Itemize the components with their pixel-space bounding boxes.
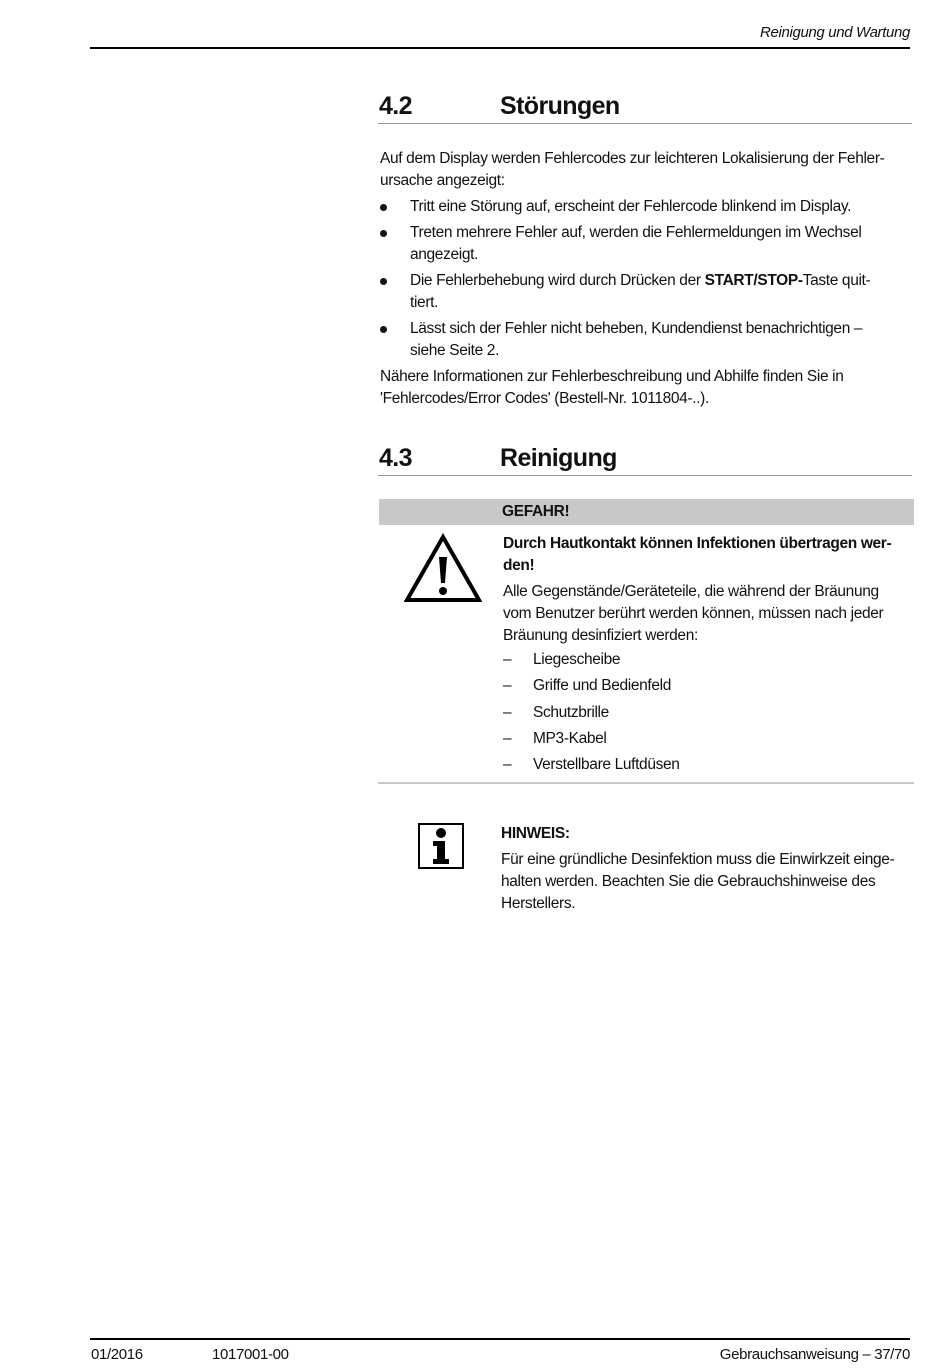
item-text: Liegescheibe [533,651,621,668]
danger-banner [379,499,914,525]
danger-heading [503,533,891,577]
list-text [410,270,870,314]
text-line: siehe Seite 2. [410,342,500,359]
text-line: 'Fehlercodes/Error Codes' (Bestell-Nr. 1011804-..). [380,390,709,407]
list-text [410,318,862,362]
text-line: Herstellers. [501,895,576,912]
section-title: Störungen [500,92,620,120]
text: Die Fehlerbehebung wird durch Drücken der [410,272,705,289]
bullet-icon [380,204,387,211]
text-line [410,270,870,292]
danger-label: GEFAHR! [502,503,570,520]
item-text: Verstellbare Luftdüsen [533,756,680,773]
dash-marker: – [503,730,512,747]
section-rule [378,123,912,124]
section-number: 4.2 [379,92,412,120]
item-text: Schutzbrille [533,704,609,721]
dash-marker: – [503,651,512,668]
running-header: Reinigung und Wartung [760,24,910,41]
item-text: MP3-Kabel [533,730,607,747]
bullet-icon [380,230,387,237]
text-line: Nähere Informationen zur Fehlerbeschreibung und Abhilfe finden Sie in [380,368,844,385]
text-line: Für eine gründliche Desinfektion muss die Einwirkzeit einge- [501,851,895,868]
dash-marker: – [503,677,512,694]
item-text: Griffe und Bedienfeld [533,677,671,694]
key-name: START/STOP- [704,272,803,289]
footer-doc-number: 1017001-00 [212,1346,289,1363]
footer-date: 01/2016 [91,1346,143,1363]
footer-rule [90,1338,910,1340]
bullet-icon [380,326,387,333]
text-line: Bräunung desinfiziert werden: [503,627,698,644]
intro-paragraph [380,148,884,192]
warning-triangle-icon [404,533,482,603]
bullet-icon [380,278,387,285]
note-body [501,849,894,915]
header-rule [90,47,910,49]
section-number: 4.3 [379,444,412,472]
text-line: halten werden. Beachten Sie die Gebrauchshinweise des [501,873,876,890]
text-line: Treten mehrere Fehler auf, werden die Fehlermeldungen im Wechsel [410,224,862,241]
outro-paragraph [380,366,844,410]
text: Taste quit- [802,272,871,289]
info-icon [418,823,464,869]
footer-page-label: Gebrauchsanweisung – 37/70 [719,1346,910,1363]
list-text [410,222,861,266]
note-label: HINWEIS: [501,825,570,842]
text-line: Tritt eine Störung auf, erscheint der Fehlercode blinkend im Display. [410,198,852,215]
section-rule [378,475,912,476]
danger-body [503,581,883,647]
text-line: ursache angezeigt: [380,172,505,189]
text-line: Alle Gegenstände/Geräteteile, die während der Bräunung [503,583,879,600]
text-line: vom Benutzer berührt werden können, müssen nach jeder [503,605,884,622]
text-line: Auf dem Display werden Fehlercodes zur leichteren Lokalisierung der Fehler- [380,150,885,167]
text-line: angezeigt. [410,246,479,263]
text-line: Lässt sich der Fehler nicht beheben, Kundendienst benachrichtigen – [410,320,863,337]
section-title: Reinigung [500,444,617,472]
text-line: tiert. [410,294,439,311]
text-line: Durch Hautkontakt können Infektionen übertragen wer- [503,535,892,552]
dash-marker: – [503,704,512,721]
dash-marker: – [503,756,512,773]
text-line: den! [503,557,535,574]
danger-bottom-rule [378,782,914,784]
